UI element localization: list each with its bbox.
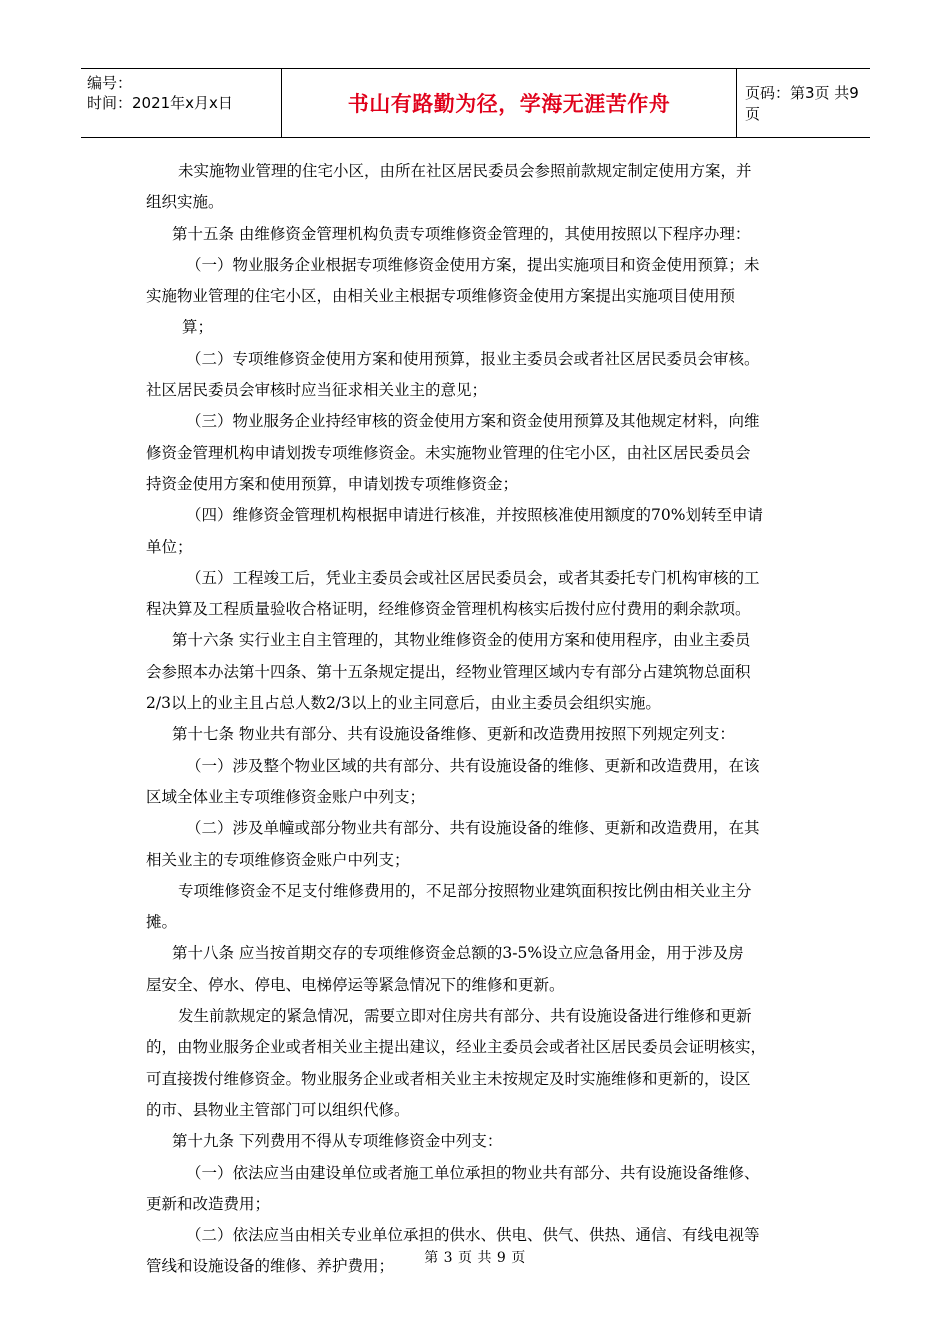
body-line: 更新和改造费用； [146,1194,271,1213]
body-line: 持资金使用方案和使用预算，申请划拨专项维修资金； [146,474,519,493]
document-body [146,156,804,1283]
body-line: （一）物业服务企业根据专项维修资金使用方案，提出实施项目和资金使用预算；未 [186,255,760,274]
header-motto: 书山有路勤为径，学海无涯苦作舟 [347,92,671,116]
body-line: （二）专项维修资金使用方案和使用预算，报业主委员会或者社区居民委员会审核。 [186,349,760,368]
article-heading-17: 第十七条 物业共有部分、共有设施设备维修、更新和改造费用按照下列规定列支： [172,725,735,744]
article-heading-15: 第十五条 由维修资金管理机构负责专项维修资金管理的，其使用按照以下程序办理： [172,224,751,243]
page-header [81,68,870,138]
body-line: 摊。 [146,913,178,932]
body-line: 屋安全、停水、停电、电梯停运等紧急情况下的维修和更新。 [146,975,565,994]
body-line: 算； [182,318,214,337]
document-date: 时间：2021年x月x日 [87,94,233,112]
body-line: （五）工程竣工后，凭业主委员会或社区居民委员会，或者其委托专门机构审核的工 [186,568,760,587]
body-line: 会参照本办法第十四条、第十五条规定提出，经物业管理区域内专有部分占建筑物总面积 [146,662,751,681]
body-line: 区域全体业主专项维修资金账户中列支； [146,787,426,806]
header-page-info: 页码：第3页 共9页 [745,84,859,123]
body-line: 管线和设施设备的维修、养护费用； [146,1257,395,1276]
article-heading-18: 第十八条 应当按首期交存的专项维修资金总额的3-5%设立应急备用金，用于涉及房 [172,944,744,963]
header-motto-cell [282,69,737,137]
body-line: （一）涉及整个物业区域的共有部分、共有设施设备的维修、更新和改造费用，在该 [186,756,760,775]
body-line: 的市、县物业主管部门可以组织代修。 [146,1100,410,1119]
article-heading-19: 第十九条 下列费用不得从专项维修资金中列支： [172,1132,503,1151]
body-line: 单位； [146,537,193,556]
body-line: （一）依法应当由建设单位或者施工单位承担的物业共有部分、共有设施设备维修、 [186,1163,760,1182]
body-line: （二）涉及单幢或部分物业共有部分、共有设施设备的维修、更新和改造费用，在其 [186,819,760,838]
body-line: 的，由物业服务企业或者相关业主提出建议，经业主委员会或者社区居民委员会证明核实， [146,1038,767,1057]
body-line: 修资金管理机构申请划拨专项维修资金。未实施物业管理的住宅小区，由社区居民委员会 [146,443,751,462]
body-line: 发生前款规定的紧急情况，需要立即对住房共有部分、共有设施设备进行维修和更新 [178,1007,752,1026]
body-line: 实施物业管理的住宅小区，由相关业主根据专项维修资金使用方案提出实施项目使用预 [146,287,736,306]
header-meta [81,69,282,137]
body-line: 社区居民委员会审核时应当征求相关业主的意见； [146,381,488,400]
body-line: （四）维修资金管理机构根据申请进行核准，并按照核准使用额度的70%划转至申请 [186,506,763,525]
body-line: （二）依法应当由相关专业单位承担的供水、供电、供气、供热、通信、有线电视等 [186,1226,760,1245]
page-footer: 第 3 页 共 9 页 [424,1250,526,1266]
body-line: 2/3以上的业主且占总人数2/3以上的业主同意后，由业主委员会组织实施。 [146,694,661,713]
body-line: （三）物业服务企业持经审核的资金使用方案和资金使用预算及其他规定材料，向维 [186,412,760,431]
body-line: 程决算及工程质量验收合格证明，经维修资金管理机构核实后拨付应付费用的剩余款项。 [146,600,751,619]
article-heading-16: 第十六条 实行业主自主管理的，其物业维修资金的使用方案和使用程序，由业主委员 [172,631,751,650]
body-line: 组织实施。 [146,193,224,212]
body-line: 未实施物业管理的住宅小区，由所在社区居民委员会参照前款规定制定使用方案，并 [178,162,752,180]
document-number-label: 编号： [87,74,133,92]
body-line: 可直接拨付维修资金。物业服务企业或者相关业主未按规定及时实施维修和更新的，设区 [146,1069,751,1088]
body-line: 专项维修资金不足支付维修费用的，不足部分按照物业建筑面积按比例由相关业主分 [178,881,752,900]
body-line: 相关业主的专项维修资金账户中列支； [146,850,410,869]
